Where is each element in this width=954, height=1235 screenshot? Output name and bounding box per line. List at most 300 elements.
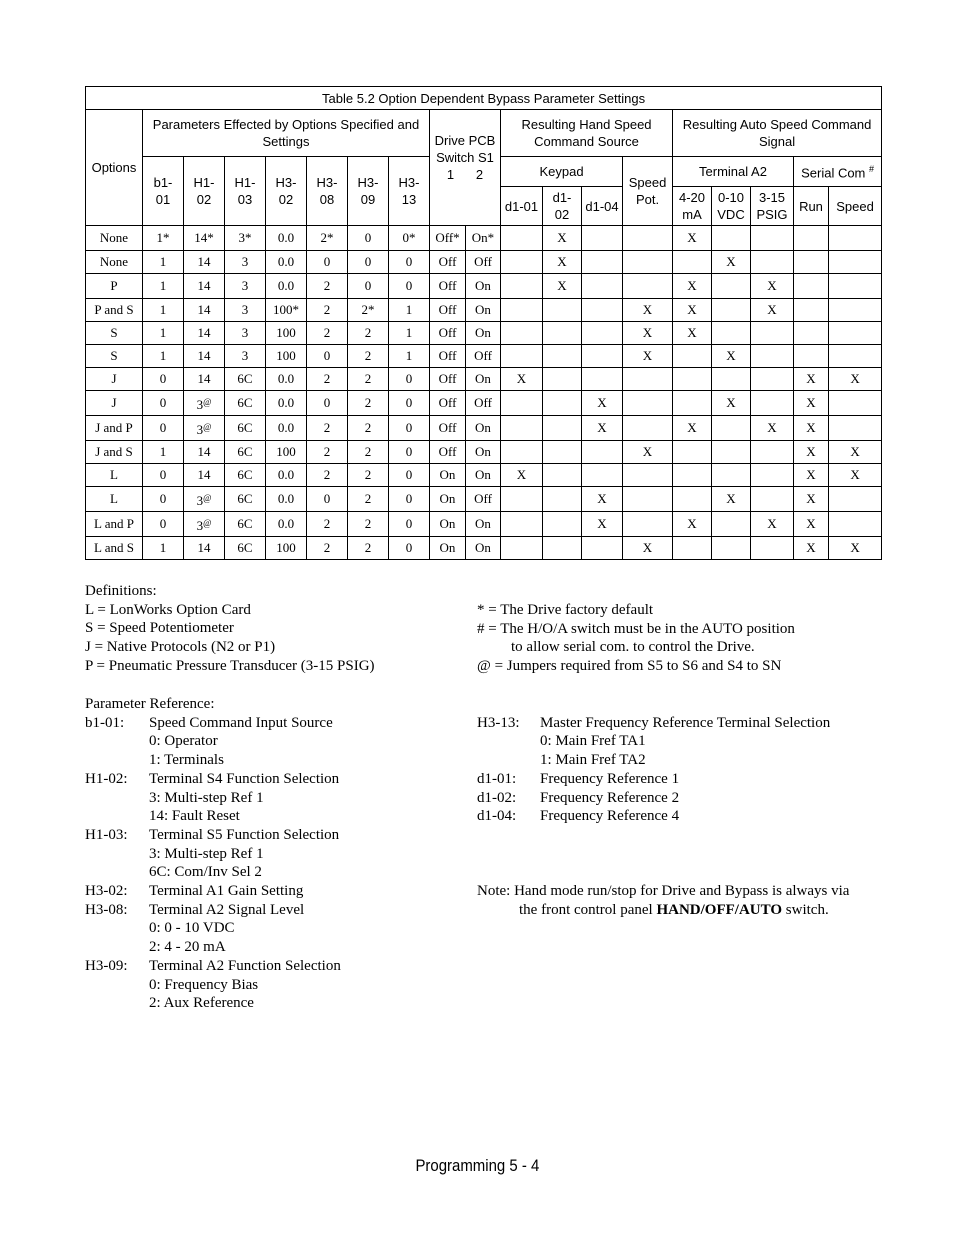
page-number: Programming 5 - 4 [415,1156,539,1175]
table-cell: 6C [225,416,266,441]
table-cell: On [466,274,501,299]
table-cell [673,391,712,416]
table-cell: 0.0 [266,226,307,251]
table-cell: 1 [143,441,184,464]
table-cell: 6C [225,537,266,560]
reference-option: 1: Main Fref TA2 [540,752,646,769]
table-cell: X [794,391,829,416]
drive-pcb-label: Drive PCB Switch S1 [434,133,496,165]
table-cell: Off [430,368,466,391]
table-cell [751,226,794,251]
table-cell: 0 [389,274,430,299]
table-cell: X [751,274,794,299]
table-cell: 0 [143,416,184,441]
table-cell: 2* [307,226,348,251]
table-cell: 0 [389,251,430,274]
table-cell: 100 [266,537,307,560]
definition-item: @ = Jumpers required from S5 to S6 and S4 to SN [477,658,782,675]
reference-key: H1-03: [85,826,128,843]
table-cell [751,322,794,345]
reference-key: b1-01: [85,714,125,731]
table-cell [501,416,543,441]
keypad-col-header: d1-01 [501,187,543,226]
table-cell [543,322,582,345]
serial-col-header: Run [794,187,829,226]
note-line-1: Note: Hand mode run/stop for Drive and Bypass is always via [477,883,850,899]
table-title: Table 5.2 Option Dependent Bypass Parameter Settings [86,87,882,110]
table-cell: 6C [225,368,266,391]
table-cell [543,464,582,487]
param-col-header: H3-08 [307,157,348,226]
table-cell: 2 [307,416,348,441]
table-cell [623,464,673,487]
param-col-header: H1-03 [225,157,266,226]
table-cell: 1 [143,274,184,299]
table-cell [623,226,673,251]
keypad-col-header: d1-04 [582,187,623,226]
table-cell: X [623,537,673,560]
table-cell: 0 [389,464,430,487]
table-cell: 1 [143,537,184,560]
table-cell [751,464,794,487]
table-cell [712,368,751,391]
table-cell: 14 [184,441,225,464]
table-cell [582,368,623,391]
option-cell: J [86,368,143,391]
reference-item [85,826,341,845]
table-cell [543,512,582,537]
note [477,882,849,919]
table-cell [543,537,582,560]
terminal-col-header: 3-15 PSIG [751,187,794,226]
table-cell [712,464,751,487]
table-cell: On [466,512,501,537]
table-cell: On [466,464,501,487]
table-cell [501,391,543,416]
param-col-header: H3-13 [389,157,430,226]
reference-text: Master Frequency Reference Terminal Selection [540,714,831,731]
reference-text: Terminal S5 Function Selection [149,826,340,843]
table-cell: On [466,368,501,391]
table-cell: On [466,537,501,560]
definitions-left [85,582,375,676]
param-col-header: H1-02 [184,157,225,226]
table-cell: X [623,299,673,322]
table-cell: 100 [266,441,307,464]
note-switch-name: HAND/OFF/AUTO [656,901,783,918]
note-line-2 [477,901,849,920]
table-cell [582,274,623,299]
table-cell: X [543,274,582,299]
table-cell: 1 [389,322,430,345]
table-cell: 0 [389,512,430,537]
reference-text: Terminal A1 Gain Setting [149,883,304,900]
table-cell: Off* [430,226,466,251]
table-cell [623,391,673,416]
table-cell: 14 [184,251,225,274]
definition-item: L = LonWorks Option Card [85,601,251,618]
table-cell: Off [430,345,466,368]
reference-option: 14: Fault Reset [149,808,240,825]
table-cell [794,226,829,251]
table-cell [673,537,712,560]
table-cell: 0.0 [266,274,307,299]
reference-text: Frequency Reference 2 [540,789,680,806]
reference-item [477,714,830,733]
reference-item [85,714,341,733]
table-cell [751,345,794,368]
table-cell: 3 [225,345,266,368]
table-cell: 0 [307,487,348,512]
table-cell: 2 [307,441,348,464]
table-cell [794,274,829,299]
definition-item: # = The H/O/A switch must be in the AUTO position [477,620,795,637]
table-cell: 2 [307,464,348,487]
reference-heading: Parameter Reference: [85,696,215,712]
table-row [86,487,882,512]
table-cell: X [501,464,543,487]
option-cell: L [86,487,143,512]
serial-col-header: Speed [829,187,882,226]
table-cell [673,487,712,512]
options-header: Options [86,110,143,226]
table-cell: X [673,416,712,441]
reference-text: Frequency Reference 1 [540,770,680,787]
table-cell [712,322,751,345]
table-cell: 3@ [184,487,225,512]
table-cell: X [712,487,751,512]
table-cell: 2 [348,512,389,537]
table-row [86,299,882,322]
table-cell [582,537,623,560]
terminal-col-header: 4-20 mA [673,187,712,226]
option-cell: L [86,464,143,487]
table-cell: 0 [389,416,430,441]
pcb-switch-1: 1 [446,167,455,182]
table-cell [623,416,673,441]
option-bypass-table [85,86,882,560]
table-cell: 14 [184,345,225,368]
reference-item [85,882,341,901]
parameter-reference-left [85,695,341,1013]
table-cell: X [582,487,623,512]
table-cell: 14 [184,322,225,345]
keypad-col-header: d1-02 [543,187,582,226]
table-cell: X [794,441,829,464]
table-cell [829,512,882,537]
table-cell [712,441,751,464]
reference-text: Terminal A2 Signal Level [149,901,305,918]
table-cell: 0 [307,391,348,416]
table-cell: 0 [143,464,184,487]
table-cell: X [794,368,829,391]
table-row [86,416,882,441]
table-cell: 1 [143,345,184,368]
option-cell: J [86,391,143,416]
table-cell: 3 [225,251,266,274]
table-cell: 6C [225,391,266,416]
table-cell: Off [430,441,466,464]
table-cell [829,345,882,368]
table-cell [673,368,712,391]
table-cell: 2 [348,416,389,441]
table-cell: 0* [389,226,430,251]
reference-text: Frequency Reference 4 [540,808,680,825]
table-cell: On [466,299,501,322]
table-cell: 14* [184,226,225,251]
table-cell: On [430,537,466,560]
table-cell: X [794,487,829,512]
table-cell [829,416,882,441]
option-cell: P and S [86,299,143,322]
table-cell: 0 [348,274,389,299]
table-cell: 0.0 [266,368,307,391]
table-cell: 0.0 [266,512,307,537]
reference-text: Terminal S4 Function Selection [149,770,340,787]
drive-pcb-header [430,110,501,226]
serial-com-header [794,157,882,187]
table-cell [543,299,582,322]
table-cell [501,345,543,368]
table-cell [712,226,751,251]
serial-com-mark: # [869,164,875,175]
table-cell: 3* [225,226,266,251]
table-cell [751,368,794,391]
table-cell [501,274,543,299]
table-cell: 0 [389,368,430,391]
table-cell [794,299,829,322]
reference-option: 3: Multi-step Ref 1 [149,845,264,862]
table-cell: 1* [143,226,184,251]
table-cell: 6C [225,487,266,512]
table-cell [673,464,712,487]
table-cell: X [794,512,829,537]
table-cell: 100 [266,345,307,368]
table-cell: On* [466,226,501,251]
table-cell: X [829,368,882,391]
reference-option: 0: Frequency Bias [149,976,259,993]
option-cell: P [86,274,143,299]
table-cell [543,416,582,441]
table-row [86,274,882,299]
table-cell: 0 [389,487,430,512]
table-cell: X [582,512,623,537]
table-cell: Off [430,416,466,441]
definition-item: to allow serial com. to control the Drive. [511,639,755,656]
table-cell [582,251,623,274]
table-cell: 14 [184,299,225,322]
table-row [86,251,882,274]
table-cell [582,464,623,487]
reference-key: H3-13: [477,714,520,731]
table-cell: 0.0 [266,251,307,274]
table-cell [623,274,673,299]
table-cell: 2 [307,512,348,537]
table-cell [501,322,543,345]
table-cell: X [829,537,882,560]
reference-key: d1-04: [477,808,517,825]
table-cell [501,226,543,251]
reference-item [85,957,341,976]
table-cell [543,345,582,368]
reference-key: H1-02: [85,770,128,787]
table-cell: Off [430,274,466,299]
table-cell [543,441,582,464]
param-col-header: H3-02 [266,157,307,226]
table-cell: 1 [143,299,184,322]
table-cell: 1 [389,345,430,368]
hand-speed-header: Resulting Hand Speed Command Source [501,110,673,157]
table-cell: X [794,464,829,487]
table-cell: On [466,416,501,441]
table-cell [794,251,829,274]
option-cell: L and P [86,512,143,537]
table-cell: X [829,464,882,487]
table-cell [673,345,712,368]
table-cell: 3@ [184,391,225,416]
table-cell: 0 [389,537,430,560]
option-cell: S [86,345,143,368]
table-cell: 0.0 [266,464,307,487]
table-cell: 14 [184,274,225,299]
table-row [86,226,882,251]
table-cell: On [430,487,466,512]
table-row [86,322,882,345]
reference-option: 6C: Com/Inv Sel 2 [149,864,262,881]
table-row [86,391,882,416]
table-cell: 3@ [184,512,225,537]
speed-pot-header: Speed Pot. [623,157,673,226]
table-cell: X [712,391,751,416]
table-cell: 1 [143,322,184,345]
table-cell [501,537,543,560]
table-cell: Off [466,487,501,512]
table-cell [829,274,882,299]
table-cell: 0.0 [266,416,307,441]
table-cell [582,441,623,464]
table-row [86,512,882,537]
option-cell: None [86,226,143,251]
reference-option: 1: Terminals [149,752,224,769]
table-cell: 100 [266,322,307,345]
table-cell [582,299,623,322]
table-cell [623,368,673,391]
table-cell: X [794,537,829,560]
terminal-col-header: 0-10 VDC [712,187,751,226]
table-cell: 3 [225,322,266,345]
table-cell: 3 [225,299,266,322]
table-cell [582,226,623,251]
table-cell [712,512,751,537]
reference-key: H3-02: [85,883,128,900]
table-cell: 2 [307,274,348,299]
table-cell [751,487,794,512]
table-cell [712,416,751,441]
table-cell: 0 [348,251,389,274]
note-text: switch. [782,901,829,918]
table-cell [794,345,829,368]
reference-key: d1-02: [477,789,517,806]
table-cell: X [623,441,673,464]
table-cell [712,274,751,299]
table-cell: 2 [307,322,348,345]
table-cell: 100* [266,299,307,322]
auto-speed-header: Resulting Auto Speed Command Signal [673,110,882,157]
table-cell: 6C [225,464,266,487]
table-cell: Off [466,345,501,368]
table-cell [543,368,582,391]
table-cell [501,487,543,512]
jumper-mark: @ [203,492,212,503]
reference-option: 3: Multi-step Ref 1 [149,789,264,806]
table-cell [751,441,794,464]
table-cell: 6C [225,441,266,464]
definition-item: S = Speed Potentiometer [85,620,234,637]
table-cell: 0 [307,345,348,368]
table-cell: Off [430,299,466,322]
table-cell: 2 [348,391,389,416]
table-cell: 2 [348,487,389,512]
definition-item: J = Native Protocols (N2 or P1) [85,639,276,656]
table-cell: X [582,416,623,441]
table-cell: X [623,345,673,368]
table-cell: X [543,226,582,251]
table-cell: 2 [348,537,389,560]
definitions-heading: Definitions: [85,583,157,599]
table-cell [543,487,582,512]
pcb-switch-2: 2 [475,167,484,182]
definitions-right [477,601,795,676]
reference-option: 0: Main Fref TA1 [540,733,646,750]
table-cell: 3 [225,274,266,299]
table-cell [501,512,543,537]
table-row [86,537,882,560]
reference-text: Terminal A2 Function Selection [149,957,341,974]
table-cell: On [466,322,501,345]
table-cell: X [794,416,829,441]
jumper-mark: @ [203,396,212,407]
definition-item: P = Pneumatic Pressure Transducer (3-15 PSIG) [85,657,375,674]
reference-item [85,901,341,920]
keypad-header: Keypad [501,157,623,187]
table-cell: 2 [307,537,348,560]
table-cell [582,345,623,368]
reference-key: H3-09: [85,957,128,974]
table-row [86,368,882,391]
option-cell: S [86,322,143,345]
params-header: Parameters Effected by Options Specified and Settings [143,110,430,157]
table-cell [501,251,543,274]
table-cell: On [430,512,466,537]
table-cell [673,441,712,464]
table-cell: 1 [143,251,184,274]
table-cell [751,537,794,560]
table-cell [712,537,751,560]
table-cell [623,512,673,537]
table-cell [829,391,882,416]
table-cell [501,299,543,322]
table-cell: 0 [389,391,430,416]
option-cell: None [86,251,143,274]
page-footer [0,1156,954,1176]
table-cell: 0 [143,512,184,537]
table-cell [501,441,543,464]
table-cell [829,251,882,274]
table-cell: Off [430,251,466,274]
table-cell: X [829,441,882,464]
table-cell: X [673,512,712,537]
table-cell: 6C [225,512,266,537]
